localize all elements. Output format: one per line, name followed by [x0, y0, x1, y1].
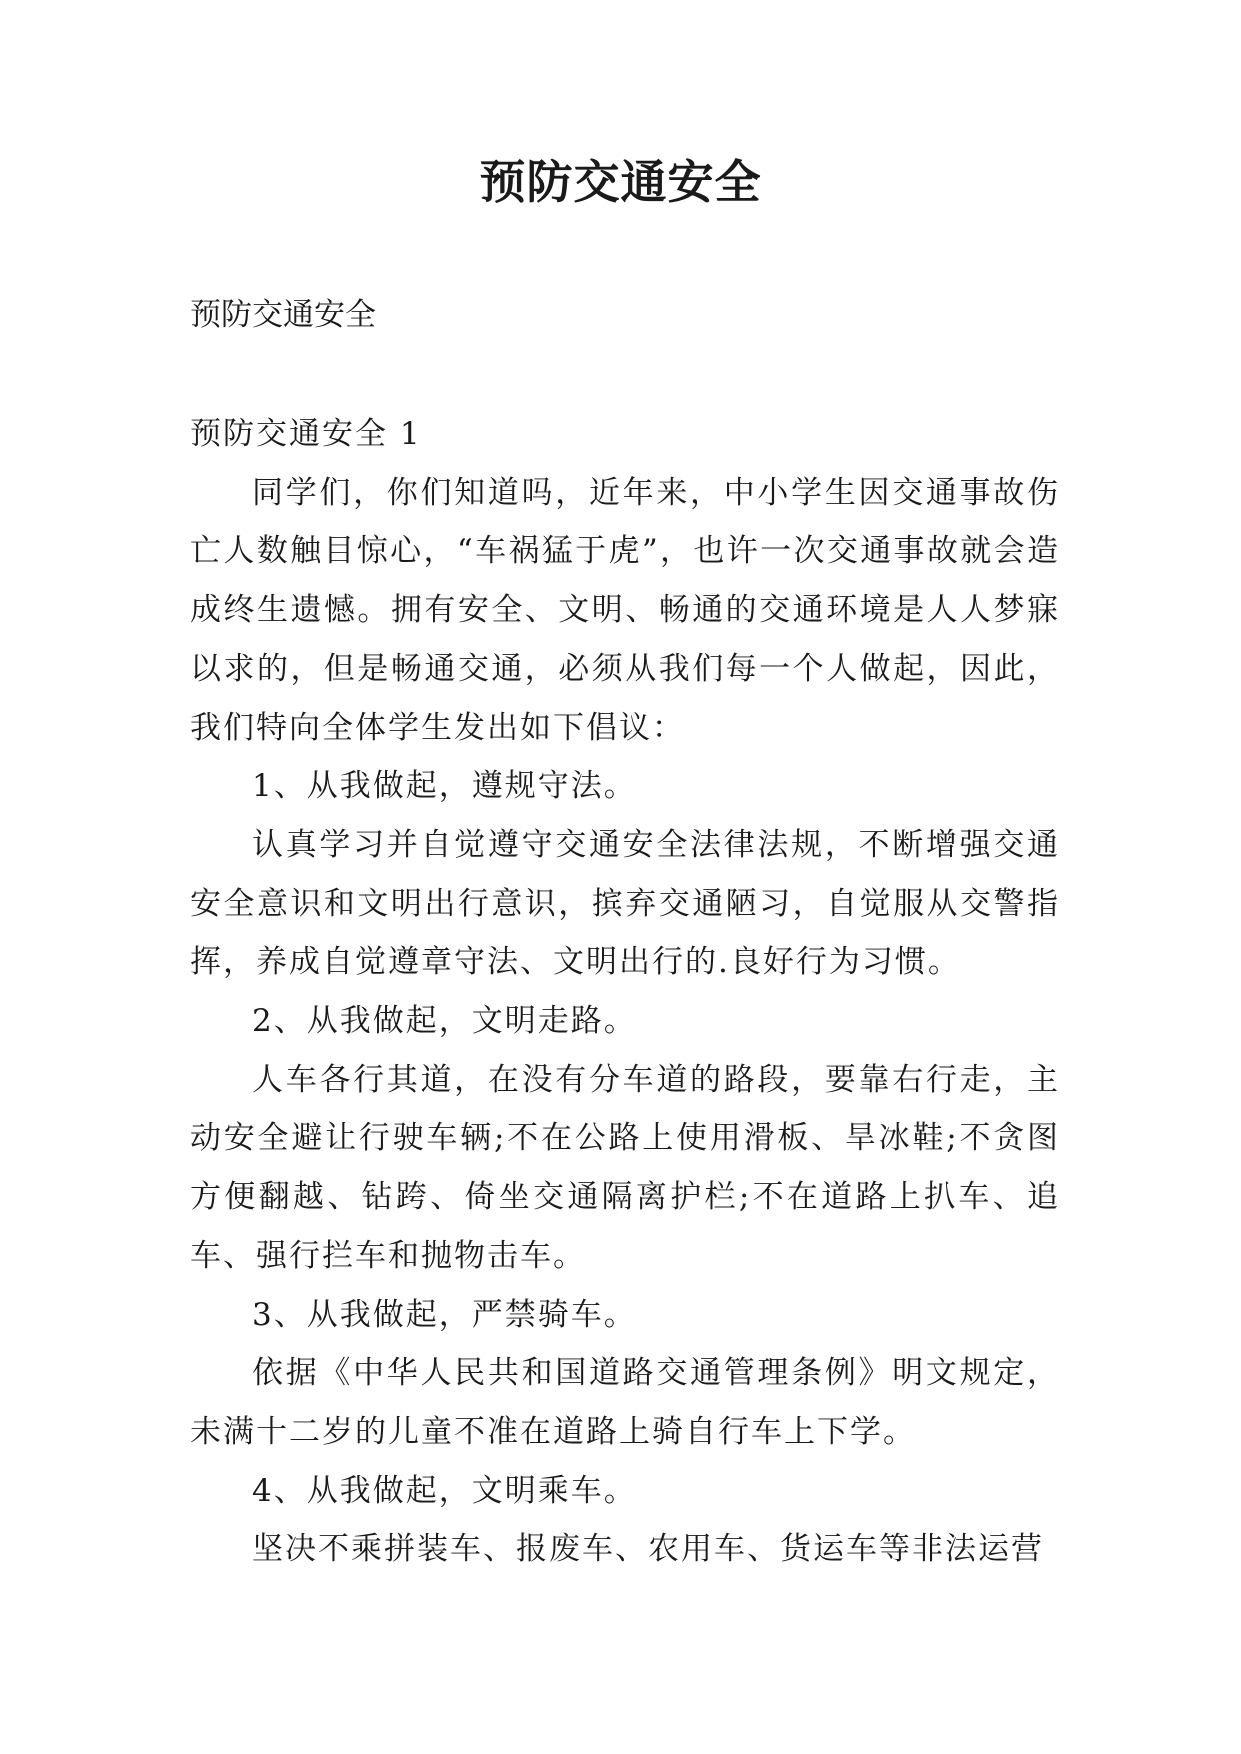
point-4-body: 坚决不乘拼装车、报废车、农用车、货运车等非法运营 [252, 1531, 1044, 1568]
section-heading: 预防交通安全 1 [190, 416, 422, 452]
document-body [190, 405, 1060, 1579]
point-3-body: 依据《中华人民共和国道路交通管理条例》明文规定，未满十二岁的儿童不准在道路上骑自行车上下学。 [190, 1355, 1060, 1450]
point-2-heading: 2、从我做起，文明走路。 [252, 1003, 637, 1040]
document-subtitle: 预防交通安全 [190, 297, 376, 333]
point-1-heading: 1、从我做起，遵规守法。 [252, 768, 637, 805]
point-3-heading: 3、从我做起，严禁骑车。 [252, 1296, 637, 1333]
point-2-body: 人车各行其道，在没有分车道的路段，要靠右行走，主动安全避让行驶车辆;不在公路上使用滑板、旱冰鞋;不贪图方便翻越、钻跨、倚坐交通隔离护栏;不在道路上扒车、追车、强行拦车和抛物击车。 [190, 1061, 1060, 1274]
point-1-body: 认真学习并自觉遵守交通安全法律法规，不断增强交通安全意识和文明出行意识，摈弃交通陋习，自觉服从交警指挥，养成自觉遵章守法、文明出行的.良好行为习惯。 [190, 826, 1060, 981]
paragraph-intro: 同学们，你们知道吗，近年来，中小学生因交通事故伤亡人数触目惊心，“车祸猛于虎”，也许一次交通事故就会造成终生遗憾。拥有安全、文明、畅通的交通环境是人人梦寐以求的，但是畅通交通，必须从我们每一个人做起，因此，我们特向全体学生发出如下倡议： [190, 474, 1060, 746]
document-title: 预防交通安全 [479, 155, 762, 209]
point-4-heading: 4、从我做起，文明乘车。 [252, 1472, 637, 1509]
